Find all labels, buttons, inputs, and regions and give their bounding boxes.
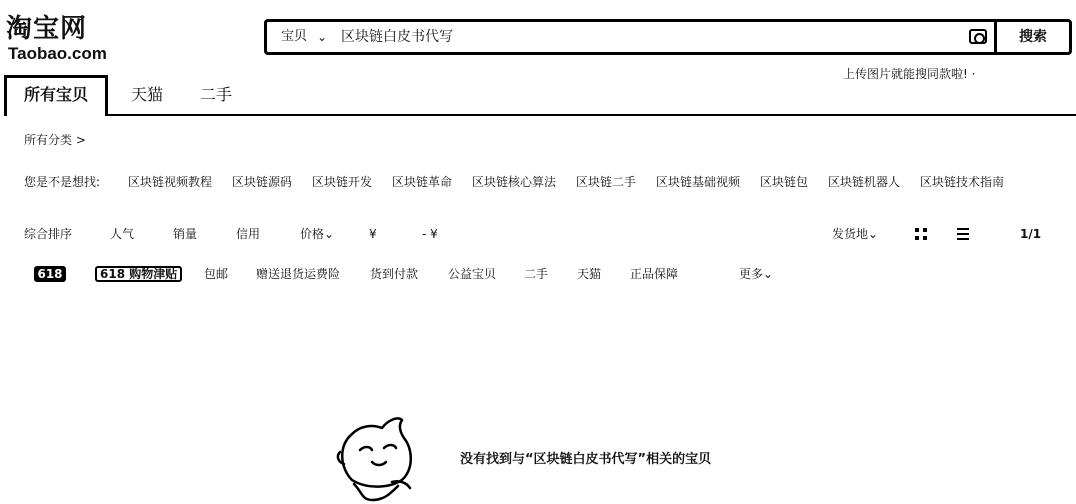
filter-cash-on-delivery[interactable]: 货到付款 — [370, 267, 419, 281]
filter-tmall[interactable]: 天猫 — [577, 267, 602, 281]
grid-view-icon[interactable] — [915, 228, 927, 240]
filter-free-shipping[interactable]: 包邮 — [204, 267, 229, 281]
suggestion-link[interactable]: 区块链视频教程 — [128, 175, 213, 189]
suggestion-label: 您是不是想找: — [24, 175, 101, 189]
filter-return-insurance[interactable]: 赠送退货运费险 — [256, 267, 341, 281]
suggestion-link[interactable]: 区块链革命 — [392, 175, 453, 189]
logo-english-text: Taobao.com — [8, 44, 107, 63]
empty-result-message: 没有找到与“区块链白皮书代写”相关的宝贝 — [460, 452, 712, 467]
tab-second-hand[interactable]: 二手 — [199, 85, 232, 104]
suggestion-link[interactable]: 区块链技术指南 — [920, 175, 1005, 189]
logo-chinese-text: 淘宝网 — [6, 14, 88, 44]
search-box — [264, 19, 994, 55]
filter-second-hand[interactable]: 二手 — [524, 267, 549, 281]
empty-mascot-illustration — [332, 410, 422, 504]
search-tabs — [4, 75, 1076, 116]
suggestion-link[interactable]: 区块链机器人 — [828, 175, 901, 189]
suggestion-link[interactable]: 区块链包 — [760, 175, 809, 189]
sort-credit[interactable]: 信用 — [236, 227, 261, 241]
sort-default[interactable]: 综合排序 — [24, 227, 73, 241]
taobao-logo[interactable] — [6, 14, 116, 64]
suggestion-link[interactable]: 区块链开发 — [312, 175, 373, 189]
tab-all-items[interactable]: 所有宝贝 — [4, 75, 108, 116]
ship-from-select[interactable]: 发货地⌄ — [832, 227, 879, 241]
badge-shopping-subsidy[interactable]: 618 购物津贴 — [95, 266, 182, 282]
sort-popularity[interactable]: 人气 — [110, 227, 135, 241]
search-input[interactable]: 区块链白皮书代写 — [341, 29, 453, 45]
category-breadcrumb[interactable]: 所有分类 > — [24, 133, 86, 147]
sort-sales[interactable]: 销量 — [173, 227, 198, 241]
badge-618[interactable]: 618 — [34, 266, 66, 282]
search-type-select[interactable]: 宝贝 — [281, 29, 308, 44]
suggestion-link[interactable]: 区块链二手 — [576, 175, 637, 189]
sort-bar — [24, 226, 1054, 242]
camera-icon[interactable] — [969, 29, 987, 44]
price-max-input[interactable]: - ¥ — [422, 227, 438, 241]
search-button[interactable]: 搜索 — [994, 19, 1072, 55]
filter-genuine[interactable]: 正品保障 — [630, 267, 679, 281]
chevron-down-icon[interactable]: ⌄ — [317, 30, 328, 44]
sort-price[interactable]: 价格⌄ — [300, 227, 335, 241]
suggestion-link[interactable]: 区块链核心算法 — [472, 175, 557, 189]
tab-tmall[interactable]: 天猫 — [130, 85, 163, 104]
suggestion-link[interactable]: 区块链源码 — [232, 175, 293, 189]
suggestion-link[interactable]: 区块链基础视频 — [656, 175, 741, 189]
filter-more[interactable]: 更多⌄ — [739, 267, 774, 281]
page-indicator: 1/1 — [1020, 227, 1042, 241]
filter-charity[interactable]: 公益宝贝 — [448, 267, 497, 281]
image-search-tip[interactable]: 上传图片就能搜同款啦! · — [843, 67, 976, 81]
list-view-icon[interactable] — [957, 228, 969, 240]
price-min-input[interactable]: ¥ — [369, 227, 377, 241]
